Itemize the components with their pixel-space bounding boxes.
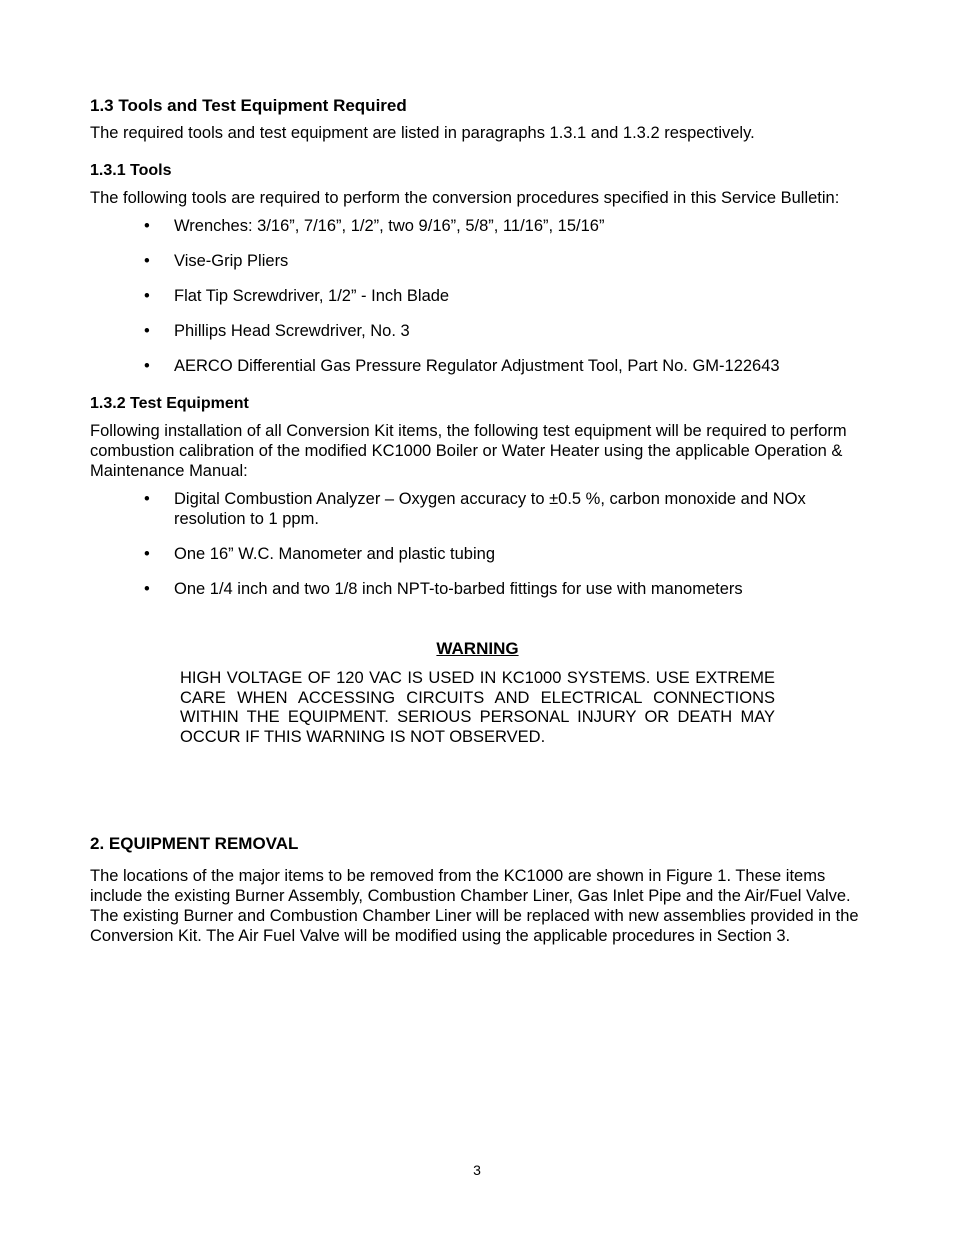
list-item-text: Flat Tip Screwdriver, 1/2” - Inch Blade	[174, 287, 450, 305]
list-item	[90, 216, 865, 236]
page-number: 3	[473, 1162, 481, 1178]
list-item-text: Phillips Head Screwdriver, No. 3	[174, 322, 410, 340]
section-1-3-2-heading: 1.3.2 Test Equipment	[90, 395, 249, 412]
warning-title: WARNING	[436, 639, 519, 658]
section-1-3-2	[90, 394, 865, 599]
bullet-icon: •	[144, 252, 150, 270]
list-item-text: Vise-Grip Pliers	[174, 252, 289, 270]
section-2	[90, 834, 865, 946]
bullet-icon: •	[144, 287, 150, 305]
list-item-text: One 16” W.C. Manometer and plastic tubing	[174, 545, 495, 563]
list-item	[90, 489, 865, 529]
section-1-3-heading: 1.3 Tools and Test Equipment Required	[90, 96, 407, 115]
section-1-3-1	[90, 161, 865, 376]
list-item-text: AERCO Differential Gas Pressure Regulator Adjustment Tool, Part No. GM-122643	[174, 357, 780, 375]
bullet-icon: •	[144, 490, 150, 508]
list-item	[90, 356, 865, 376]
section-1-3-2-intro: Following installation of all Conversion Kit items, the following test equipment will be required to perform combustion calibration of the modified KC1000 Boiler or Water Heater using the applicable Operation & Maintenance Manual:	[90, 422, 847, 480]
test-equipment-list	[90, 489, 865, 599]
section-1-3-1-heading: 1.3.1 Tools	[90, 162, 172, 179]
bullet-icon: •	[144, 580, 150, 598]
list-item	[90, 544, 865, 564]
section-1-3	[90, 96, 865, 143]
bullet-icon: •	[144, 357, 150, 375]
list-item-text: Digital Combustion Analyzer – Oxygen accuracy to ±0.5 %, carbon monoxide and NOx resolution to 1 ppm.	[174, 490, 806, 528]
tools-list	[90, 216, 865, 376]
bullet-icon: •	[144, 545, 150, 563]
section-1-3-1-intro: The following tools are required to perform the conversion procedures specified in this Service Bulletin:	[90, 189, 840, 207]
list-item-text: Wrenches: 3/16”, 7/16”, 1/2”, two 9/16”, 5/8”, 11/16”, 15/16”	[174, 217, 605, 235]
warning-text: HIGH VOLTAGE OF 120 VAC IS USED IN KC1000 SYSTEMS. USE EXTREME CARE WHEN ACCESSING CIRCUITS AND ELECTRICAL CONNECTIONS WITHIN THE EQUIPMENT. SERIOUS PERSONAL INJURY OR DEATH MAY OCCUR IF THIS WARNING IS NOT OBSERVED.	[180, 669, 775, 746]
list-item	[90, 321, 865, 341]
document-page	[90, 96, 865, 946]
bullet-icon: •	[144, 217, 150, 235]
warning-block	[180, 639, 775, 747]
list-item	[90, 251, 865, 271]
bullet-icon: •	[144, 322, 150, 340]
section-1-3-intro: The required tools and test equipment are listed in paragraphs 1.3.1 and 1.3.2 respectively.	[90, 124, 755, 142]
section-2-heading: 2. EQUIPMENT REMOVAL	[90, 834, 299, 853]
list-item	[90, 286, 865, 306]
list-item-text: One 1/4 inch and two 1/8 inch NPT-to-barbed fittings for use with manometers	[174, 580, 743, 598]
section-2-body: The locations of the major items to be removed from the KC1000 are shown in Figure 1. These items include the existing Burner Assembly, Combustion Chamber Liner, Gas Inlet Pipe and the Air/Fuel Valve. The existing Burner and Combustion Chamber Liner will be replaced with new assemblies provided in the Conversion Kit. The Air Fuel Valve will be modified using the applicable procedures in Section 3.	[90, 867, 859, 945]
list-item	[90, 579, 865, 599]
